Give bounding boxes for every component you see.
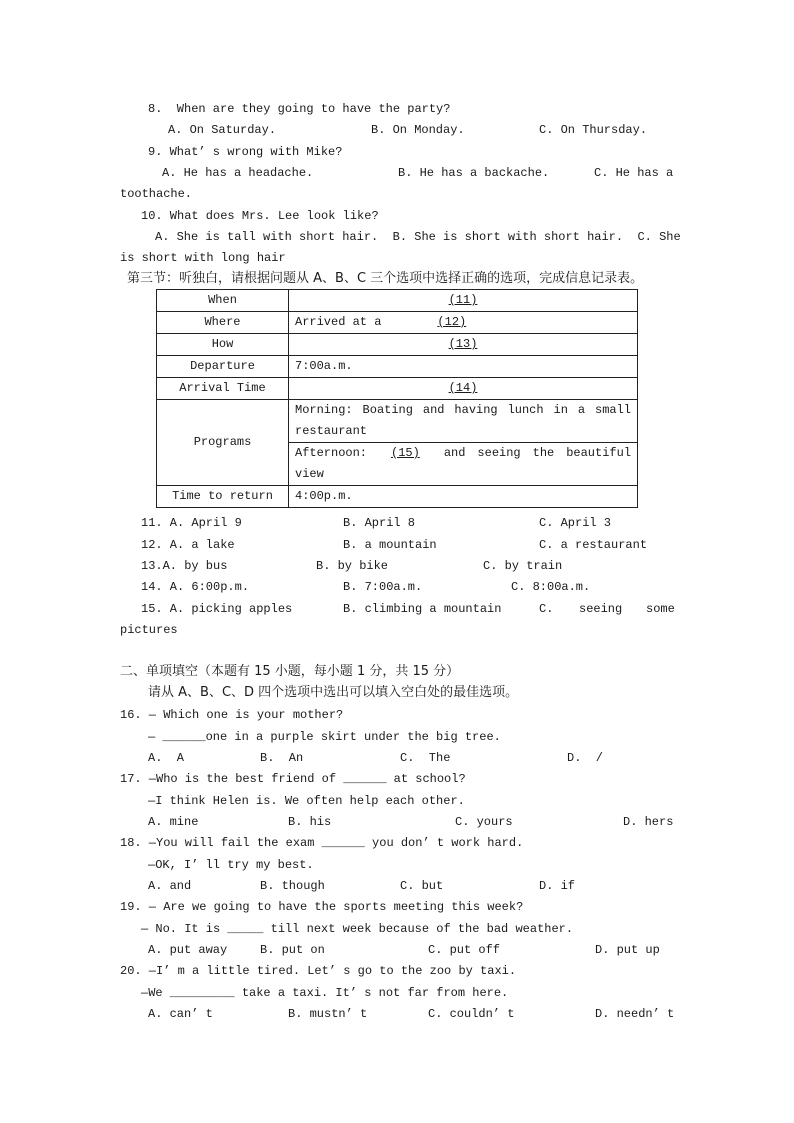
q20-option-c: C. couldn’ t (428, 1007, 515, 1021)
q18-option-d: D. if (539, 879, 576, 893)
q17-line1: 17. —Who is the best friend of ______ at school? (120, 772, 466, 786)
q20-option-b: B. mustn’ t (288, 1007, 368, 1021)
q20-line2: —We _________ take a taxi. It’ s not far from here. (141, 986, 509, 1000)
q13-option-a: 13.A. by bus (141, 559, 228, 573)
q14-option-b: B. 7:00a.m. (343, 580, 423, 594)
part2-title: 二、单项填空（本题有 15 小题，每小题 1 分，共 15 分） (120, 664, 460, 679)
q17-option-c: C. yours (455, 815, 513, 829)
q15-option-c: C. (539, 602, 554, 616)
section3-title: 第三节：听独白，请根据问题从 A、B、C 三个选项中选择正确的选项，完成信息记录表。 (127, 271, 644, 286)
arrival-label: Arrival Time (157, 378, 289, 400)
q12-option-c: C. a restaurant (539, 538, 648, 552)
q12-option-a: 12. A. a lake (141, 538, 235, 552)
q20-line1: 20. —I’ m a little tired. Let’ s go to the zoo by taxi. (120, 964, 517, 978)
blank-14: (14) (448, 381, 478, 395)
how-label: How (157, 334, 289, 356)
q17-option-d: D. hers (623, 815, 674, 829)
when-label: When (157, 290, 289, 312)
q16-option-c: C. The (400, 751, 451, 765)
q8-option-a: A. On Saturday. (168, 123, 277, 137)
q18-option-c: C. but (400, 879, 444, 893)
programs-morning: Morning: Boating and having lunch in a small restaurant (289, 400, 638, 443)
blank-12: (12) (437, 315, 467, 329)
return-label: Time to return (157, 486, 289, 508)
q19-line2: — No. It is _____ till next week because of the bad weather. (141, 922, 574, 936)
q19-option-c: C. put off (428, 943, 501, 957)
q20-option-d: D. needn’ t (595, 1007, 675, 1021)
q17-line2: —I think Helen is. We often help each other. (148, 794, 465, 808)
q16-option-d: D. / (567, 751, 604, 765)
q15-option-b: B. climbing a mountain (343, 602, 502, 616)
departure-label: Departure (157, 356, 289, 378)
q15-option-c-word1: seeing (579, 602, 623, 616)
q19-option-b: B. put on (260, 943, 325, 957)
afternoon-suffix: and seeing the beautiful view (295, 446, 632, 481)
q16-line1: 16. — Which one is your mother? (120, 708, 344, 722)
q8-option-b: B. On Monday. (371, 123, 465, 137)
departure-value: 7:00a.m. (289, 356, 638, 378)
q17-option-b: B. his (288, 815, 332, 829)
q18-option-b: B. though (260, 879, 325, 893)
q10-stem: 10. What does Mrs. Lee look like? (141, 209, 379, 223)
blank-11: (11) (448, 293, 478, 307)
info-record-table (156, 289, 638, 508)
where-label: Where (157, 312, 289, 334)
q16-option-b: B. An (260, 751, 304, 765)
q18-line2: —OK, I’ ll try my best. (148, 858, 314, 872)
q11-option-a: 11. A. April 9 (141, 516, 242, 530)
programs-label: Programs (157, 400, 289, 486)
q15-option-c-word2: some (646, 602, 675, 616)
q9-option-a: A. He has a headache. (162, 166, 314, 180)
q19-option-d: D. put up (595, 943, 660, 957)
q16-line2: — ______one in a purple skirt under the big tree. (148, 730, 501, 744)
blank-15: (15) (391, 446, 420, 460)
q17-option-a: A. mine (148, 815, 199, 829)
q15-option-a: 15. A. picking apples (141, 602, 293, 616)
q9-option-c-wrap: toothache. (120, 187, 193, 201)
q16-option-a: A. A (148, 751, 185, 765)
part2-instruction: 请从 A、B、C、D 四个选项中选出可以填入空白处的最佳选项。 (148, 685, 519, 700)
q12-option-b: B. a mountain (343, 538, 437, 552)
return-value: 4:00p.m. (289, 486, 638, 508)
q18-option-a: A. and (148, 879, 192, 893)
q10-options-line2: is short with long hair (120, 251, 286, 265)
q11-option-b: B. April 8 (343, 516, 416, 530)
blank-13: (13) (448, 337, 478, 351)
q8-stem: 8. When are they going to have the party? (148, 102, 451, 116)
q13-option-c: C. by train (483, 559, 563, 573)
where-prefix: Arrived at a (295, 315, 382, 329)
afternoon-prefix: Afternoon: (295, 446, 368, 460)
q19-option-a: A. put away (148, 943, 228, 957)
q14-option-a: 14. A. 6:00p.m. (141, 580, 250, 594)
q14-option-c: C. 8:00a.m. (511, 580, 591, 594)
q8-option-c: C. On Thursday. (539, 123, 648, 137)
q9-option-b: B. He has a backache. (398, 166, 550, 180)
q15-option-c-wrap: pictures (120, 623, 178, 637)
q9-option-c: C. He has a (594, 166, 674, 180)
q9-stem: 9. What’ s wrong with Mike? (148, 145, 343, 159)
q20-option-a: A. can’ t (148, 1007, 213, 1021)
q19-line1: 19. — Are we going to have the sports meeting this week? (120, 900, 524, 914)
q11-option-c: C. April 3 (539, 516, 612, 530)
q10-options-line1: A. She is tall with short hair. B. She is short with short hair. C. She (155, 230, 681, 244)
q18-line1: 18. —You will fail the exam ______ you don’ t work hard. (120, 836, 524, 850)
q13-option-b: B. by bike (316, 559, 389, 573)
